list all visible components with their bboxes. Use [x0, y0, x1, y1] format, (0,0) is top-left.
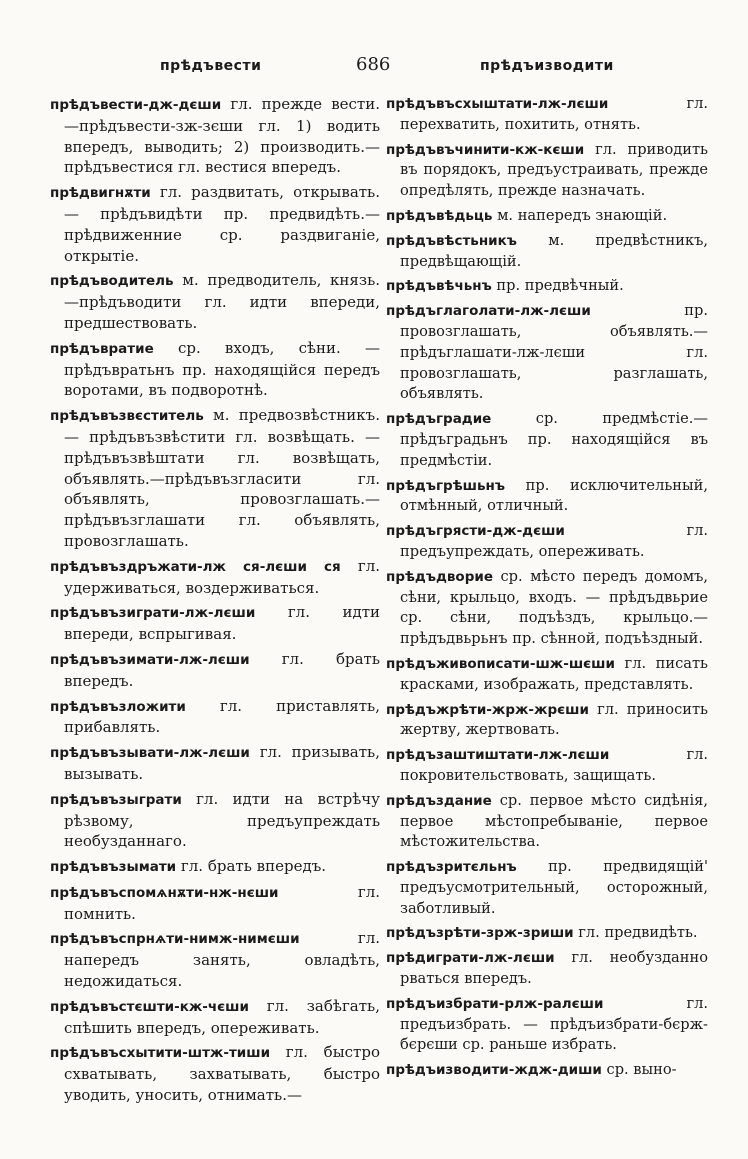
dictionary-entry — [386, 948, 708, 990]
entry-headword: прѣдъвъзиграти-лж-лєши — [50, 605, 256, 622]
dictionary-entry — [50, 696, 380, 739]
dictionary-entry — [50, 270, 380, 333]
entry-definition: м. предводитель, князь.—прѣдъводити гл. идти впереди, предшествовать. — [64, 271, 380, 332]
dictionary-entry — [386, 791, 708, 853]
entry-headword: прѣдъглаголати-лж-лєши — [386, 303, 591, 320]
entry-definition: гл. приводить въ порядокъ, предъустраивать, прежде опредѣлять, прежде назначать. — [400, 140, 708, 200]
entry-definition: пр. предвѣчный. — [496, 277, 624, 295]
dictionary-entry — [386, 857, 708, 919]
page-header — [0, 52, 748, 84]
dictionary-entry — [50, 182, 380, 266]
running-head-right: прѣдъизводити — [480, 58, 614, 74]
left-column — [50, 94, 380, 1110]
entry-definition: ср. предмѣстіе.—прѣдъградьнъ пр. находящійся въ предмѣстіи. — [400, 410, 709, 469]
dictionary-entry — [50, 856, 380, 878]
entry-headword: прѣдъживописати-шж-шєши — [386, 655, 615, 672]
entry-definition: гл. идти впереди, вспрыгивая. — [64, 603, 380, 644]
dictionary-entry — [50, 405, 380, 552]
entry-definition: ср. мѣсто передъ домомъ, сѣни, крыльцо, входъ. — прѣдъдвьрие ср. сѣни, подъѣздъ, крыльцо.—прѣдъдвьрьнъ пр. сѣнной, подъѣздный. — [400, 567, 708, 648]
entry-headword: прѣдъвѣстьникъ — [386, 232, 517, 249]
dictionary-entry — [386, 654, 708, 696]
entry-definition: гл. напередъ занять, овладѣть, недожидаться. — [64, 929, 380, 991]
entry-headword: прѣдъзрѣти-зрж-зриши — [386, 925, 574, 942]
entry-definition: пр. предвидящій' предъусмотрительный, осторожный, заботливый. — [400, 858, 708, 917]
entry-definition: гл. призывать, вызывать. — [64, 743, 380, 783]
dictionary-entry — [386, 206, 708, 227]
entry-headword: прѣдиграти-лж-лєши — [386, 950, 555, 967]
entry-headword: прѣдъвъспрнѧти-нимж-нимєши — [50, 931, 300, 948]
entry-headword: прѣдъизбрати-рлж-ралєши — [386, 995, 604, 1012]
entry-headword: прѣдъдворие — [386, 568, 493, 585]
entry-headword: прѣдъгрѣшьнъ — [386, 477, 505, 494]
entry-definition: м. предвозвѣстникъ. — прѣдъвъзвѣстити гл. возвѣщать. — прѣдъвъзвѣштати гл. возвѣщать, объявлять.—прѣдъвъзгласити гл. объявлять, провозглашать.—прѣдъвъзглашати гл. объявлять, провозглашать. — [64, 406, 380, 550]
entry-definition: гл. забѣгать, спѣшить впередъ, опереживать. — [64, 996, 380, 1037]
dictionary-entry — [386, 140, 708, 202]
entry-headword: прѣдъизводити-ждж-диши — [386, 1062, 602, 1079]
entry-headword: прѣдъводитель — [50, 273, 174, 290]
dictionary-entry — [50, 882, 380, 925]
entry-headword: прѣдъвъзложити — [50, 698, 186, 715]
entry-headword: прѣдъвъспомѧнѫти-нж-нєши — [50, 884, 279, 901]
entry-headword: прѣдъздание — [386, 792, 492, 809]
dictionary-entry — [386, 567, 708, 650]
entry-definition: гл. удерживаться, воздерживаться. — [64, 556, 380, 597]
entry-headword: прѣдъвъзымати — [50, 859, 177, 876]
entry-definition: ср. выно- — [606, 1061, 677, 1079]
entry-definition: гл. быстро схватывать, захватывать, быстро уводить, уносить, отнимать.— — [64, 1043, 380, 1105]
entry-definition: гл. брать впередъ. — [64, 649, 380, 690]
dictionary-entry — [50, 338, 380, 401]
entry-headword: прѣдъвъсхыштати-лж-лєши — [386, 96, 609, 112]
entry-headword: прѣдъвъздръжати-лж ся-лєши ся — [50, 558, 341, 575]
entry-definition: гл. прежде вести.—прѣдъвести-зж-зєши гл. 1) водить впередъ, выводить; 2) производить.—прѣдъвестися гл. вестися впередъ. — [64, 95, 380, 177]
entry-headword: прѣдъгрясти-дж-дєши — [386, 523, 565, 540]
dictionary-entry — [50, 928, 380, 991]
entry-definition: гл. необузданно рваться впередъ. — [400, 949, 708, 988]
running-head-left: прѣдъвести — [160, 58, 262, 74]
dictionary-entry — [386, 276, 708, 297]
entry-headword: прѣдъзритєльнъ — [386, 859, 517, 876]
entry-headword: прѣдъградие — [386, 411, 492, 428]
dictionary-entry — [386, 923, 708, 944]
entry-definition: м. напередъ знающій. — [497, 206, 668, 224]
entry-headword: прѣдъвъзвєститель — [50, 408, 204, 425]
entry-definition: гл. писать красками, изображать, представлять. — [400, 654, 709, 693]
entry-headword: прѣдъвѣдьць — [386, 207, 493, 224]
entry-headword: прѣдъвъзимати-лж-лєши — [50, 651, 250, 668]
entry-definition: гл. приставлять, прибавлять. — [64, 696, 380, 737]
entry-headword: прѣдвигнѫти — [50, 185, 151, 202]
dictionary-entry — [386, 94, 708, 136]
dictionary-entry — [386, 994, 708, 1056]
entry-definition: м. предвѣстникъ, предвѣщающій. — [400, 231, 708, 270]
entry-headword: прѣдъвъчинити-кж-кєши — [386, 141, 585, 158]
entry-headword: прѣдъвъзывати-лж-лєши — [50, 745, 250, 762]
entry-definition: гл. приносить жертву, жертвовать. — [400, 700, 708, 739]
entry-definition: гл. помнить. — [64, 882, 380, 923]
entry-definition: пр. провозглашать, объявлять.—прѣдъглашати-лж-лєши гл. провозглашать, разглашать, объявлять. — [400, 302, 708, 403]
entry-definition: гл. брать впередъ. — [180, 857, 326, 876]
entry-definition: ср. входъ, сѣни. — прѣдъвратьнъ пр. находящійся передъ воротами, въ подворотнѣ. — [64, 338, 380, 400]
dictionary-entry — [386, 1060, 708, 1081]
dictionary-entry — [50, 1042, 380, 1105]
entry-definition: гл. предъизбрать. — прѣдъизбрати-бєрж-бєрєши ср. раньше избрать. — [400, 994, 708, 1054]
entry-headword: прѣдъвратие — [50, 340, 154, 357]
entry-definition: гл. идти на встрѣчу рѣзвому, предъупреждать необузданнаго. — [64, 789, 380, 851]
entry-definition: гл. покровительствовать, защищать. — [400, 746, 708, 784]
dictionary-entry — [386, 301, 708, 405]
dictionary-entry — [386, 521, 708, 563]
entry-headword: прѣдъвъсхытити-штж-тиши — [50, 1045, 271, 1062]
entry-headword: прѣдъвъстєшти-кж-чєши — [50, 998, 249, 1015]
dictionary-entry — [386, 700, 708, 742]
dictionary-entry — [50, 94, 380, 178]
dictionary-entry — [50, 556, 380, 599]
entry-definition: гл. перехватить, похитить, отнять. — [400, 95, 708, 133]
dictionary-entry — [386, 745, 708, 787]
dictionary-entry — [386, 231, 708, 273]
entry-headword: прѣдъвѣчьнъ — [386, 278, 492, 295]
entry-headword: прѣдъжрѣти-жрж-жрєши — [386, 701, 589, 718]
dictionary-entry — [50, 602, 380, 645]
dictionary-entry — [50, 649, 380, 692]
entry-definition: гл. предъупреждать, опереживать. — [400, 522, 708, 560]
entry-definition: ср. первое мѣсто сидѣнія, первое мѣстопребываніе, первое мѣстожительства. — [400, 791, 708, 851]
entry-headword: прѣдъзаштиштати-лж-лєши — [386, 747, 610, 764]
entry-definition: пр. исключительный, отмѣнный, отличный. — [400, 476, 708, 515]
entry-headword: прѣдъвести-дж-дєши — [50, 97, 222, 113]
dictionary-entry — [386, 409, 708, 471]
entry-definition: гл. раздвитать, открывать. — прѣдъвидѣти пр. предвидѣть.—прѣдвиженние ср. раздвиганіе, открытіе. — [64, 183, 380, 265]
right-column — [386, 94, 708, 1085]
dictionary-entry — [50, 742, 380, 785]
entry-headword: прѣдъвъзыграти — [50, 791, 182, 808]
dictionary-entry — [50, 789, 380, 852]
entry-definition: гл. предвидѣть. — [578, 924, 698, 942]
page-number: 686 — [356, 54, 391, 75]
dictionary-entry — [386, 476, 708, 518]
dictionary-entry — [50, 996, 380, 1039]
